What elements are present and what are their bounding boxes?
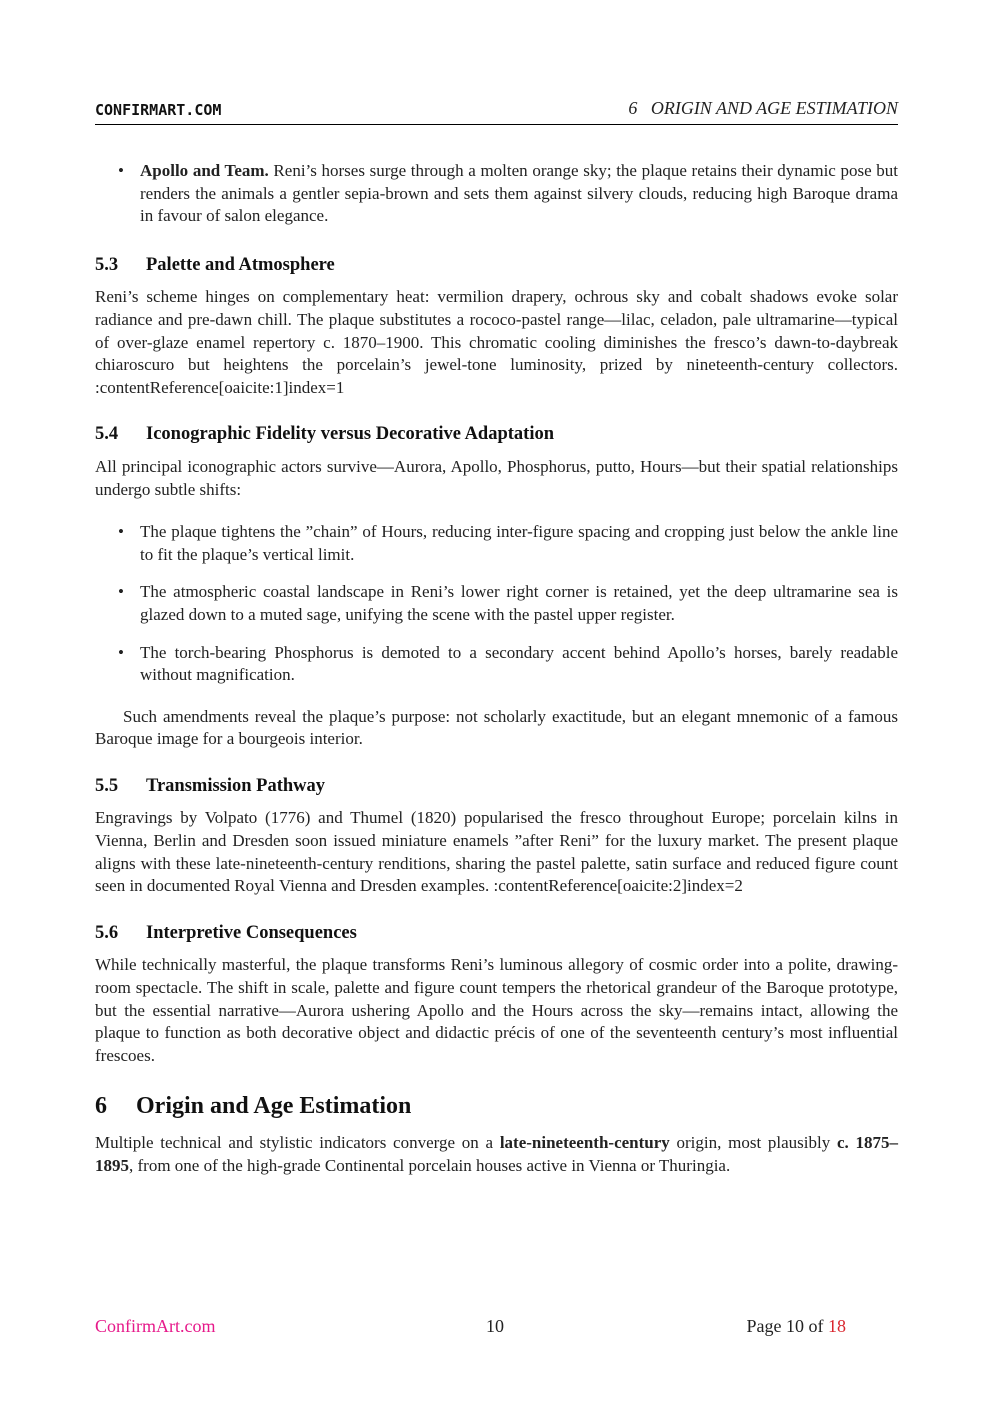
section-title: Transmission Pathway [146, 775, 326, 796]
bullet-marker: • [118, 582, 124, 602]
bullet-marker: • [118, 642, 124, 662]
page-footer [95, 1316, 898, 1340]
main-content [95, 160, 898, 1177]
bullet-marker: • [118, 161, 124, 180]
section-5-6-body: While technically masterful, the plaque transforms Reni’s luminous allegory of cosmic order into a polite, drawing-room spectacle. The shift in scale, palette and figure count tempers the rhetorical grandeur of the Baroque prototype, but the essential narrative—Aurora ushering Apollo and the Hours across the sky—remains intact, allowing the plaque to function as both decorative object and didactic précis of one of the seventeenth century’s most influential frescoes. [95, 955, 898, 1065]
section-5-4-bullets [95, 521, 898, 687]
list-item [95, 160, 898, 228]
intro-bullet-list [95, 160, 898, 228]
chapter-number: 6 [95, 1093, 107, 1120]
bullet-bold-lead: Apollo and Team. [140, 161, 269, 180]
list-item [95, 642, 898, 687]
chapter-6-text-post: , from one of the high-grade Continental porcelain houses active in Vienna or Thuringia. [129, 1155, 731, 1175]
section-5-4-closing: Such amendments reveal the plaque’s purpose: not scholarly exactitude, but an elegant mnemonic of a famous Baroque image for a bourgeois interior. [95, 706, 898, 749]
chapter-title: Origin and Age Estimation [136, 1093, 412, 1120]
chapter-6-text-mid: origin, most plausibly [669, 1133, 837, 1152]
section-5-4-lead: All principal iconographic actors survive—Aurora, Apollo, Phosphorus, putto, Hours—but their spatial relationships undergo subtle shifts: [95, 456, 898, 499]
header-running-head: 6 ORIGIN AND AGE ESTIMATION [628, 98, 898, 118]
bullet-text: The atmospheric coastal landscape in Reni’s lower right corner is retained, yet the deep ultramarine sea is glazed down to a muted sage, unifying the scene with the pastel upper register. [140, 582, 898, 624]
section-number: 5.6 [95, 922, 119, 943]
section-heading-5-4 [95, 423, 898, 446]
footer-total-pages-link[interactable]: 18 [828, 1316, 846, 1336]
section-number: 5.3 [95, 254, 119, 275]
chapter-heading-6 [95, 1095, 898, 1118]
list-item [95, 521, 898, 566]
page-header [95, 98, 898, 125]
section-title: Interpretive Consequences [146, 922, 357, 943]
section-number: 5.4 [95, 424, 119, 445]
chapter-6-text-pre: Multiple technical and stylistic indicators converge on a [95, 1133, 500, 1152]
section-title: Iconographic Fidelity versus Decorative Adaptation [146, 424, 555, 445]
section-number: 5.5 [95, 775, 119, 796]
chapter-6-bold-dates: c. 1875–1895 [95, 1133, 899, 1175]
footer-page-count [747, 1316, 846, 1337]
section-title: Palette and Atmosphere [146, 254, 335, 275]
header-brand: CONFIRMART.COM [95, 101, 222, 119]
footer-page-number: 10 [486, 1316, 504, 1336]
chapter-6-bold-period: late-nineteenth-century [499, 1133, 670, 1152]
section-heading-5-3 [95, 254, 898, 277]
bullet-text: The torch-bearing Phosphorus is demoted to a secondary accent behind Apollo’s horses, barely readable without magnification. [140, 642, 898, 685]
section-heading-5-6 [95, 922, 898, 945]
section-heading-5-5 [95, 775, 898, 798]
bullet-text: Reni’s horses surge through a molten orange sky; the plaque retains their dynamic pose but renders the animals a gentler sepia-brown and sets them against silvery clouds, reducing high Baroque drama in favour of salon elegance. [140, 161, 898, 226]
section-5-3-body: Reni’s scheme hinges on complementary heat: vermilion drapery, ochrous sky and cobalt shadows evoke solar radiance and pre-dawn chill. The plaque substitutes a rococo-pastel range—lilac, celadon, pale ultramarine—typical of over-glaze enamel repertory c. 1870–1900. This chromatic cooling diminishes the fresco’s dawn-to-daybreak chiaroscuro but heightens the porcelain’s jewel-tone luminosity, prized by nineteenth-century collectors. :contentReference[oaicite:1]index=1 [95, 287, 898, 397]
bullet-text: The plaque tightens the ”chain” of Hours, reducing inter-figure spacing and cropping just below the ankle line to fit the plaque’s vertical limit. [140, 522, 898, 564]
list-item [95, 581, 898, 626]
bullet-marker: • [118, 522, 124, 542]
footer-site-link[interactable]: ConfirmArt.com [95, 1316, 216, 1336]
section-5-5-body: Engravings by Volpato (1776) and Thumel (1820) popularised the fresco throughout Europe; porcelain kilns in Vienna, Berlin and Dresden soon issued miniature enamels ”after Reni” for the luxury market. The present plaque aligns with these late-nineteenth-century renditions, sharing the pastel palette, satin surface and reduced figure count seen in documented Royal Vienna and Dresden examples. :contentReference[oaicite:2]index=2 [95, 808, 898, 896]
chapter-6-body [95, 1132, 898, 1177]
footer-page-label: Page 10 of [746, 1316, 828, 1336]
